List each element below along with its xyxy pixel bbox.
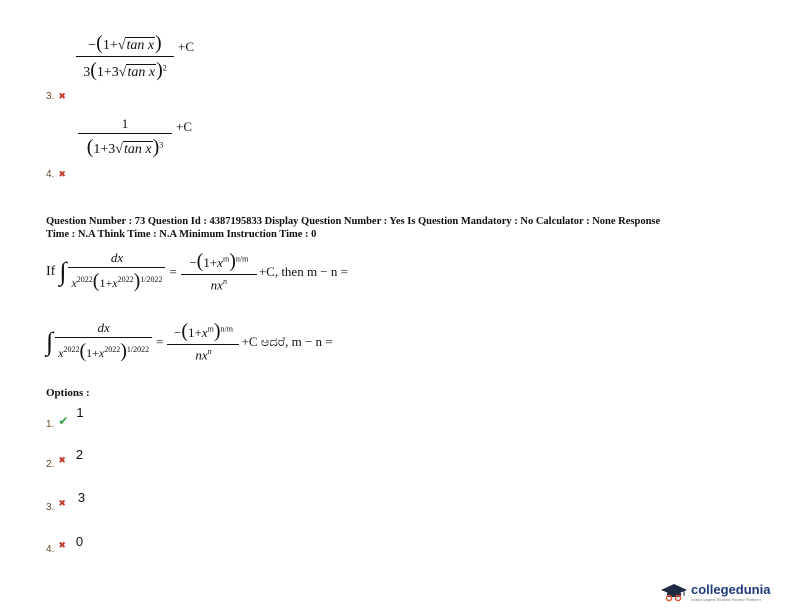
option-number: 3.: [46, 91, 55, 102]
option-4[interactable]: [46, 533, 84, 555]
graduation-cap-icon: [660, 582, 688, 602]
option-value: 1: [76, 405, 84, 420]
cross-icon: ✖: [58, 541, 66, 551]
option-value: 2: [75, 447, 84, 462]
check-icon: ✔: [58, 414, 69, 428]
cross-icon: ✖: [58, 499, 66, 509]
option-2[interactable]: [46, 446, 84, 470]
question-kannada: ∫ $\frac{dx}{x^{2022}(1+x^{2022})^{1/2022}}$ = $\frac{-(1+x^m)^{n/m}}{nx^n}$ +C ಆದರೆ, m − n =: [46, 320, 333, 363]
option-1[interactable]: [46, 404, 84, 430]
question-english: If ∫ $\frac{dx}{x^{2022}(1+x^{2022})^{1/2022}}$ = $\frac{-(1+x^m)^{n/m}}{nx^n}$ +C, then m − n =: [46, 250, 348, 293]
cross-icon: ✖: [58, 456, 66, 466]
question-meta-line-1: Question Number : 73 Question Id : 4387195833 Display Question Number : Yes Is Question Mandatory : No Calculator : None Response: [46, 216, 661, 227]
option-3[interactable]: [46, 489, 86, 513]
prev-option-3-expression: $\frac{\text{−(1+√tan x)}}{3(1+3√\tan x)^2}$ $^{+C}$: [76, 32, 194, 82]
question-metadata: [46, 215, 766, 241]
collegedunia-logo: [660, 582, 770, 602]
option-value: 3: [77, 490, 86, 505]
question-meta-line-2: Time : N.A Think Time : N.A Minimum Instruction Time : 0: [46, 229, 317, 240]
option-number: 1.: [46, 419, 55, 430]
options-label: Options :: [46, 387, 90, 399]
prev-option-4-expression: $\frac{1}{(1+3√\tan x)^3}$ $^{+C}$: [78, 116, 192, 159]
logo-brand: collegedunia: [691, 582, 771, 597]
prev-option-4-marker: [46, 164, 66, 182]
cross-icon: ✖: [58, 170, 66, 180]
option-value: 0: [75, 534, 84, 549]
option-number: 4.: [46, 169, 55, 180]
logo-tagline: India's largest Student Review Platform: [691, 597, 761, 602]
option-number: 2.: [46, 459, 55, 470]
cross-icon: ✖: [58, 92, 66, 102]
prev-option-3-marker: [46, 86, 66, 104]
option-number: 3.: [46, 502, 55, 513]
option-number: 4.: [46, 544, 55, 555]
